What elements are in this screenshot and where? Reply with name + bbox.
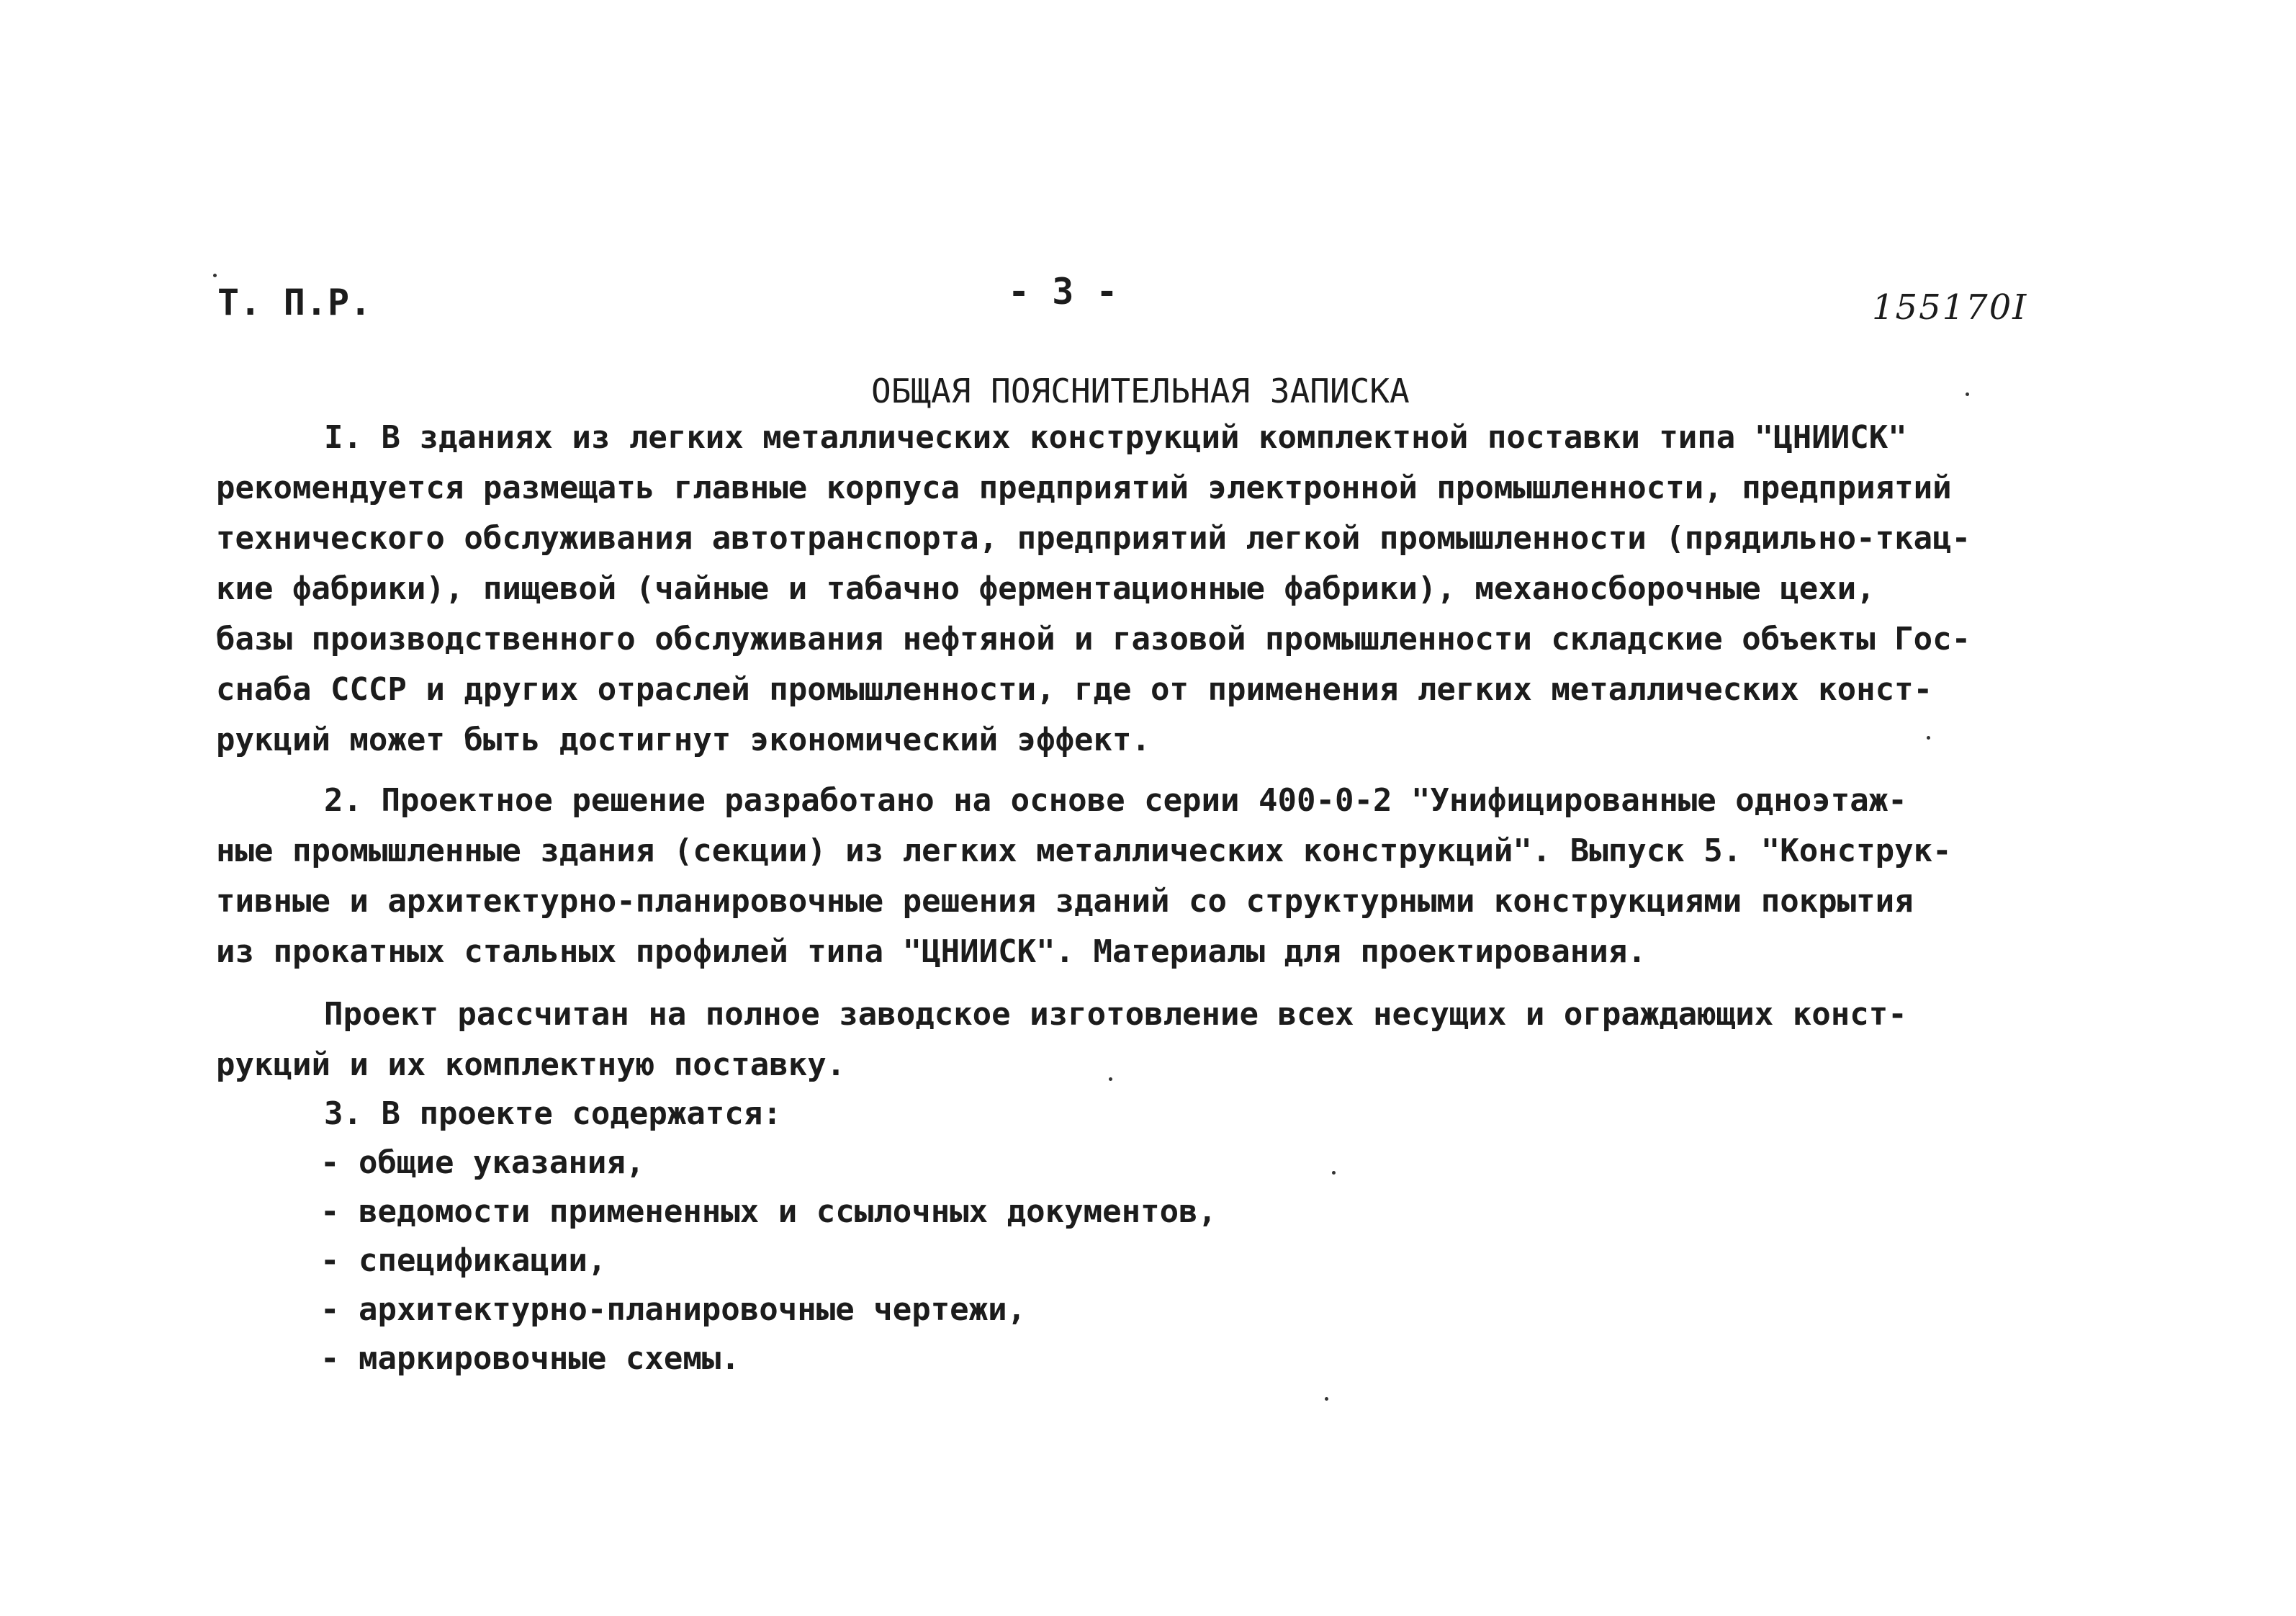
- paragraph-line: 2. Проектное решение разработано на основе серии 400-0-2 "Унифицированные одноэтаж-: [324, 782, 1907, 819]
- paragraph-line: ные промышленные здания (секции) из легких металлических конструкций". Выпуск 5. "Конструк-: [216, 832, 1952, 869]
- paragraph-line: Проект рассчитан на полное заводское изготовление всех несущих и ограждающих конст-: [324, 996, 1907, 1033]
- list-item: - маркировочные схемы.: [320, 1340, 740, 1377]
- list-item: - общие указания,: [320, 1144, 645, 1181]
- paragraph-line: технического обслуживания автотранспорта, предприятий легкой промышленности (прядильно-ткац-: [216, 520, 1971, 557]
- paragraph-line: рекомендуется размещать главные корпуса предприятий электронной промышленности, предприятий: [216, 470, 1952, 506]
- paragraph-1: [216, 413, 2059, 766]
- list-item: - архитектурно-планировочные чертежи,: [320, 1291, 1027, 1328]
- scan-speck: [1332, 1171, 1336, 1175]
- page-number: - 3 -: [1008, 271, 1119, 313]
- scan-speck: [1966, 392, 1969, 396]
- scan-speck: [213, 274, 217, 277]
- scan-speck: [1927, 736, 1930, 740]
- paragraph-line: кие фабрики), пищевой (чайные и табачно ферментационные фабрики), механосборочные цехи,: [216, 570, 1876, 607]
- section-heading: 3. В проекте содержатся:: [324, 1095, 782, 1132]
- paragraph-2: [216, 776, 2059, 977]
- paragraph-line: рукций может быть достигнут экономический эффект.: [216, 722, 1151, 758]
- document-code: 155170I: [1872, 287, 2028, 328]
- scan-speck: [1325, 1397, 1328, 1401]
- document-title: ОБЩАЯ ПОЯСНИТЕЛЬНАЯ ЗАПИСКА: [871, 372, 1410, 410]
- paragraph-line: I. В зданиях из легких металлических конструкций комплектной поставки типа "ЦНИИСК": [324, 419, 1907, 456]
- paragraph-line: снаба СССР и других отраслей промышленности, где от применения легких металлических конст-: [216, 671, 1933, 708]
- paragraph-line: из прокатных стальных профилей типа "ЦНИИСК". Материалы для проектирования.: [216, 933, 1647, 970]
- list-item: - спецификации,: [320, 1242, 607, 1279]
- header-left-label: Т. П.Р.: [217, 282, 372, 323]
- paragraph-line: базы производственного обслуживания нефтяной и газовой промышленности складские объекты Гос-: [216, 621, 1971, 657]
- paragraph-4: [216, 1089, 2059, 1139]
- list-item: - ведомости примененных и ссылочных документов,: [320, 1193, 1217, 1230]
- paragraph-3: [216, 989, 2059, 1090]
- contents-list: [320, 1139, 1217, 1383]
- paragraph-line: тивные и архитектурно-планировочные решения зданий со структурными конструкциями покрытия: [216, 883, 1914, 920]
- scan-speck: [1109, 1077, 1112, 1081]
- paragraph-line: рукций и их комплектную поставку.: [216, 1046, 846, 1083]
